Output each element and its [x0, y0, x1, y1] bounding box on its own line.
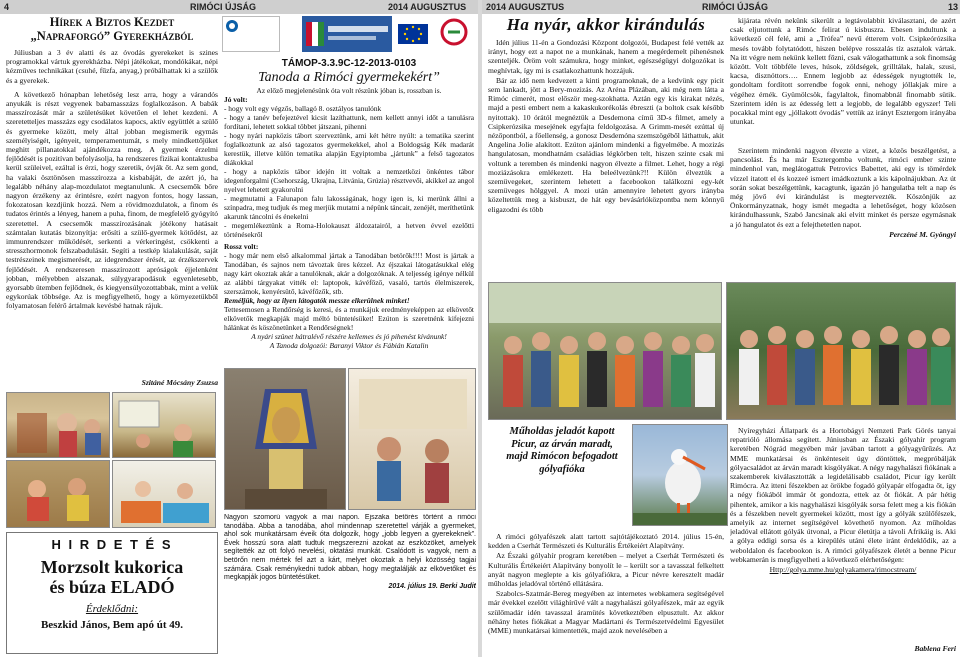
tamop-hope: Reméljük, hogy az ilyen látogatók messze elkerülnek minket!	[224, 296, 410, 305]
golya-link[interactable]: Http://golya.mme.hu/golyakamera/rimocstream/	[769, 565, 917, 575]
tamop-good-3: - hogy nyári napközis tábort szerveztünk, ami két hétre nyúlt: a tematika szerint foglalkoztunk az alsó tagozatos gyermekekkel, ahol a Boldogság Kék madarát kerestük, illetve külön tematika alapján Egyiptomba „jártunk” a felső tagozatos diákokkal	[224, 131, 474, 167]
nyar-body-col2	[730, 16, 956, 144]
golya-body-col2	[730, 426, 956, 642]
ad-label: H I R D E T É S	[51, 537, 173, 552]
tamop-signature: A Tanoda dolgozói: Baranyi Viktor és Fábián Katalin	[269, 341, 429, 350]
tamop-body	[224, 86, 474, 364]
left-page	[0, 0, 478, 657]
right-page	[482, 0, 960, 657]
ad-contact-label: Érdeklődni:	[85, 603, 139, 615]
napraforgo-signature: Szitáné Mócsány Zsuzsa	[141, 378, 218, 387]
tamop-good-5: - megmutatni a Falunapon falu lakosságának, hogy igen is, ki merünk állni a színpadra, meg tudjuk és meg merjük mutatni a népünk táncait, zenéjét, meríthetünk akarunk táncolni és énekelni	[224, 194, 474, 221]
hungary-gov-logo	[302, 16, 392, 52]
photo-group-right	[726, 282, 956, 420]
tanoda-caption-signature: 2014. július 19. Berki Judit	[388, 582, 476, 590]
ad-contact: Beszkid János, Bem apó út 49.	[40, 619, 184, 631]
tamop-logo-row	[222, 16, 476, 56]
right-page-header	[482, 0, 960, 14]
tamop-good-2: - hogy a tanév befejeztével kicsit lazíthattunk, nem kellett annyi időt a tanulásra fordítani, lehetett sokkal többet játszani, pihenni	[224, 113, 474, 131]
nyar-col2: kijárata révén nekünk sikerült a legtávolabbit kiválasztani, de azért csak eljutottunk a Rimóc felirat ú kisbuszra. Ebesen indultunk a következő cél felé, ami a „Trófea” nevű étterem volt. Csipkeórózsika mesés tovább folytatódott, hiszen belépve rosszalás tíz asztalok vártak. Na itt végre nem nekünk kellett főzni, csak válogathattunk a sok finomság között. Volt többféle leves, húsok, zöldségek, grilltálak, halak, szusi, kacsa, disznóttors…. Ennem legjobb az édességek nyugtotték le, gondoltam fordított sorrendbe fogok enni, nehogy jóllakjak mire a végéhez érnék. Gyümölcsök, fagylaltok, finomabbnál finomabb sütik. Szerintem idén is az édesség lett a legjobb, de legalább egyszer! Teli pocakkal mint egy „jóllakott óvodás” vettük az irányt Esztergom irányába utunkat.	[730, 16, 956, 127]
golya-signature: Bablena Feri	[914, 644, 956, 653]
napraforgo-p2: A következő hónapban lehetőség lesz arra, hogy a várandós anyukák is részt vegyenek babamasszázs foglalkozáson. A babák masszírozását már a születésüket követően el lehet kezdeni. A szeretetteljes masszázs egy csodálatos kapocs, aktív együttlét a szülő és gyermeke között, mely által jobban megismerik egymás személyiségét, igényeit, temperamentumát, s mely mindkettőjüket meghitt pillanatokkal ajándékozza meg. A gyermek érzelmi fejlődését is pozitívan befolyásolja, ha rendszeres fizikai kontaktusba kerül szüleivel, ezáltal is érzi, hogy szeretik, óvják őt. Az sem gond, ha valaki ösztönösen masszírozza a kisbabáját, de azért jó, ha legalább néhány alap-mozdulatot megtanulunk. A csecsemők bőre nagyon érzékeny az érintésre, ezért nagyon fontos, hogy lassan, fokozatosan kezdjünk hozzá. Nem a rövidmozdulatok, a finom és tudatos érintés a lényeg, hanem a puha, finom, de megfelelő gyógyító szeretettel. A csecsemők masszírozásának jótékony hatásait számtalan kutatás bizonyítja: erősíti a szülő-gyermek kötődést, az immunrendszer működését, serkenti a vérkeringést, csökkenti a stresszhormonok felszabadulását. Segíti a testkép kialakulását, saját testrészeinek megismerését, az idegrendszer érését, az érzékszervek fejlődését. A rendszeresen masszírozott apróságok éjjelenként jobban, mélyebben alszanak, súlygyarapodásuk egyenletesebb, gyorsabb ütemben fejlődnek, és kiegyensúlyozottabbak, mint a velük egykorúak többsége. Az is megfigyelhető, hogy a környezetükből folyamatosan felérő ártalmak kevésbé hatnak rájuk.	[6, 89, 218, 311]
tamop-good-4: - hogy a napközis tábor idején itt voltak a nemzetközi önkéntes tábor idegenforgalmi (Csehország, Ukrajna, Litvánia, Grúzia) résztvevői, akikkel az angol nyelvet lehetett gyakorolni	[224, 167, 474, 194]
napraforgo-title-1: Hírek a Biztos Kezdet	[49, 15, 175, 29]
ad-line-1: Morzsolt kukorica	[40, 557, 184, 577]
tamop-wish: A nyári szünet hátralévő részére kellemes és jó pihenést kívánunk!	[251, 332, 447, 341]
napraforgo-p1: Júliusban a 3 év alatti és az óvodás gyerekeket is szines programokkal vártuk gyerekházba. Népi játékokat, mondókákat, népi kézműves technikákat (csuhé, fűzfa, anyag,) próbálhattak ki a szülők és a gyerekek.	[6, 48, 218, 85]
ad-box	[6, 532, 218, 654]
napraforgo-body	[6, 48, 218, 360]
golya-p1: A rimóci gólyafészek alatt tartott sajtótájékoztató 2014. július 15-én, kedden a Cserhát Természeti és Kulturális Értékeiért Alapítvány.	[488, 532, 724, 551]
nyar-title: Ha nyár, akkor kirándulás	[506, 15, 706, 34]
tamop-intro: Az előző megjelenésünk óta volt részünk jóban is, rosszban is.	[256, 86, 442, 95]
issue-date: 2014 AUGUSZTUS	[486, 2, 565, 12]
tamop-code: TÁMOP-3.3.9C-12-2013-0103	[281, 58, 417, 69]
tanoda-break-in-caption	[224, 514, 476, 654]
szechenyi-program-logo	[222, 16, 280, 52]
golya-p2: Az Északi gólyahír program keretében – melyet a Cserhát Természeti és Kulturális Értékeiért Alapítvány bonyolít le – került sor a tavasszal felkeltett anyát nagyon meglepte a kis gólyafiókra, a Picur névre keresztelt madár műholdas jeladóval történő ellátására.	[488, 551, 724, 589]
szechenyi-terv-logo	[434, 16, 474, 52]
tamop-good-6: - megemlékeztünk a Roma-Holokauszt áldozatairól, a hetven évvel ezelőtti történésekről	[224, 221, 474, 239]
left-page-header	[0, 0, 478, 14]
photo-children-craft	[6, 392, 110, 458]
photo-kids-table	[6, 460, 110, 528]
nyar-p1: Idén július 11-én a Gondozási Központ dolgozói, Budapest felé vették az irányt, hogy ezt a napot ne a munkának, hanem a megérdemelt pihenésnek szenteljék. Öröm volt számukra, hogy minket, egészségügyi dolgozókat is meghívtak, így mi is csatlakozhattunk hozzájuk.	[488, 38, 724, 75]
photo-pharaoh-mask	[224, 368, 346, 510]
tamop-bad-1: - hogy már nem első alkalommal jártak a Tanodában betörők!!!! Most is jártak a Tanodában, és sajnos nem távoztak üres kézzel. Az éjszakai látogatásukkal elég nagy kárt okoztak akár a tanulóknak, akár a dolgozóknak. A teljesség igénye nélkül az alábbi tárgyakat vitték el: laptopok, kávéfőző, vasaló, tartós élelmiszerek, szerszámok, kenyérsütő, kávéfőzők, stb.	[224, 251, 474, 296]
page-number: 13	[948, 2, 959, 12]
paper-name: RIMÓCI ÚJSÁG	[190, 2, 257, 12]
photo-tanoda-children	[348, 368, 476, 510]
golya-title: Műholdas jeladót kapott Picur, az árván maradt, majd Rimócon befogadott gólyafióka	[506, 426, 618, 475]
golya-p3: Szabolcs-Szatmár-Bereg megyében az internetes webkamera segítségével már évekkel ezelőtt világhírűvé vált a nagyhalászi gólyafészek, már az egyik szülőmadár idén tavasszal áramütés következtében elpusztult. Az akkor néhány hetes fiókákat a Magyar Madártani és Természetvédelmi Egyesület (MME) munkatársai kimentették, majd azok nevelésében a	[488, 589, 724, 636]
paper-name: RIMÓCI ÚJSÁG	[702, 2, 769, 12]
nyar-signature: Perczéné M. Gyöngyi	[889, 229, 956, 239]
tamop-thanks: Tettesemosen a Rendőrség is keresi, és a munkájuk eredményeképpen az elkövetőt elkövetők megkapják majd méltó büntetésüket! Ezúton is szeretnénk kifejezni hálánkat és köszönetünket a Rendőrségnek!	[224, 305, 474, 332]
photo-baby-mats	[112, 460, 216, 528]
golya-body-col1	[488, 532, 724, 654]
napraforgo-title-2: „Napraforgó” Gyerekházból	[30, 29, 194, 43]
tamop-good-label: Jó volt:	[224, 95, 248, 104]
tamop-bad-label: Rossz volt:	[224, 242, 259, 251]
issue-date: 2014 AUGUSZTUS	[388, 2, 467, 12]
nyar-p2: Bár az idő nem kedvezett a kinti programoknak, de a kedvünk egy picit sem lankadt, jött a Bery-mozizás. Az Aréna Plázában, aki még nem látta a Rimóc címerét, most először meg-szokhatta. Aztán egy kis kirakat nézés, majd a pesti embert nem a kakaskukorékolás ébreszti (a boltok csak később nyitottak). 10 órától megnéztük a Desdemona című 3D-s filmet, amely a Csipkerózsika mesejének egyfajta feldolgozása. A Grimm-mesét ezúttal új nézőpontból, a főellenség, a gonosz Desdemóna szemszögéből láthattuk, akit Angelina Jolie alakított. Ezúton ajánlom mindenki a figyelmébe. A mozizás hangulatosan, mondhatnám családias légkörben telt, hiszen szinte csak mi voltunk a teremben és mindenki nagyon élvezte a filmet. Lehet, hogy a régi moziázásokra emlékezett. Ha beleélvezünk?!! Külön élveztük a szemüvegeket, szerintem lehetett a facebookon találkozni egy-két szemüveges hölggyel. A mozi után amennyire lehetett gyors irányba közeltettük meg a kisbuszt, de hát egy bevásárlóközpontba nem könnyű eligazodni és több	[488, 75, 724, 214]
nyar-body-col3	[730, 146, 956, 258]
photo-playroom	[112, 392, 216, 458]
tanoda-caption-text: Nagyon szomorú vagyok a mai napon. Éjszaka betörés történt a rimóci tanodába. Abba a tanodába, ahol mindennap szeretettel várják a gyermeket, ahol sok munkatársam éveik óta dolgozik, hogy „jobb legyen a gyerekeknek”. Évek hosszú sora alatt tudtuk megszerezni azokat az eszközöket, amelyek segítették az ott folyó nevelési, oktatási munkát. Csalódott is vagyok, nem a betörőn nem mértek fel azt a kárt, melyet okoztak a helyi közösség tagjai számára. Csak reménykedni tudok abban, hogy megtalálják az elkövetőket és megkapják jogos büntetésüket.	[224, 514, 476, 582]
tamop-title: Tanoda a Rimóci gyermekekért”	[258, 70, 440, 85]
photo-group-left	[488, 282, 722, 420]
nyar-col2b: Szerintem mindenki nagyon élvezte a vizet, a közös beszélgetést, a pancsolást. És ha már Esztergomba voltunk, rimóci ember szinte mindenhol van, meglátogattuk Petrovics Babettet, aki egy is tömérdek vízzel itatott el és kozzeé ismert imádkoztunk a kis kápolnájukban. Az út során sokat beszélgettünk, kacagtunk, igazán jó hangulatba telt a nap és még jövő évi kirándulást is megtervezték. Köszönjük az Önkormányzatnak, hogy ismét megadta a lehetőséget, hogy közösen kirándulhassunk, Szabó Jancsinak aki elvitt minket és persze egymásnak a jó hangulatot és ezt a felejthetetlen napot.	[730, 146, 956, 229]
tamop-good-1: - hogy volt egy végzős, ballagó 8. osztályos tanulónk	[224, 104, 382, 113]
eu-flag-icon	[396, 16, 432, 52]
page-number: 4	[4, 2, 10, 12]
golya-p4: Nyíregyházi Állatpark és a Hortobágyi Nemzeti Park Görés tanyai repatrióló állomása segített. Júniusban az Északi gólyahír program keretében Nógrád megyében már javában tartott a gólyagyűrűzés. Az MME munkatársai és önkénteseit úgy döntöttek, megpróbálják gólyacsaládot az árván maradt kisgólyákat. A négy nagyhalászi fiókának a szakemberek kiválasztották a legidelálisabb családot, Picur így került Rimócra. Az itteni fészekben az örökbe fogadó gólyapár elfogadta őt, így a négy fiókából immár öt gondozta, ettek az öt fiókát. A pár hétig pihentek, amikor a kis nagyhalászi kisgólyák sorsa felett meg a kis fiókán és a fészekben nevelt gyermekei között, most így a gólyák szülőfészek, amelyik az internet segítségével követhető nyomon. Az műholdas jeladóval ellátott gólyák útvonal, a Picur életútja a távoli Afrikáig is. Aki a gólya eddigi sorsa és a kirepülés utáni élete iránt érdeklődik, az a weboldalon és facebookon is. A rimóci gólyafészek életét a benne Picur webkamerán is megfigyelheti a következő elérhetőségen:	[730, 426, 956, 564]
ad-line-2: és búza ELADÓ	[49, 577, 175, 597]
photo-stork-chick	[632, 424, 728, 526]
nyar-body-col1	[488, 38, 724, 278]
